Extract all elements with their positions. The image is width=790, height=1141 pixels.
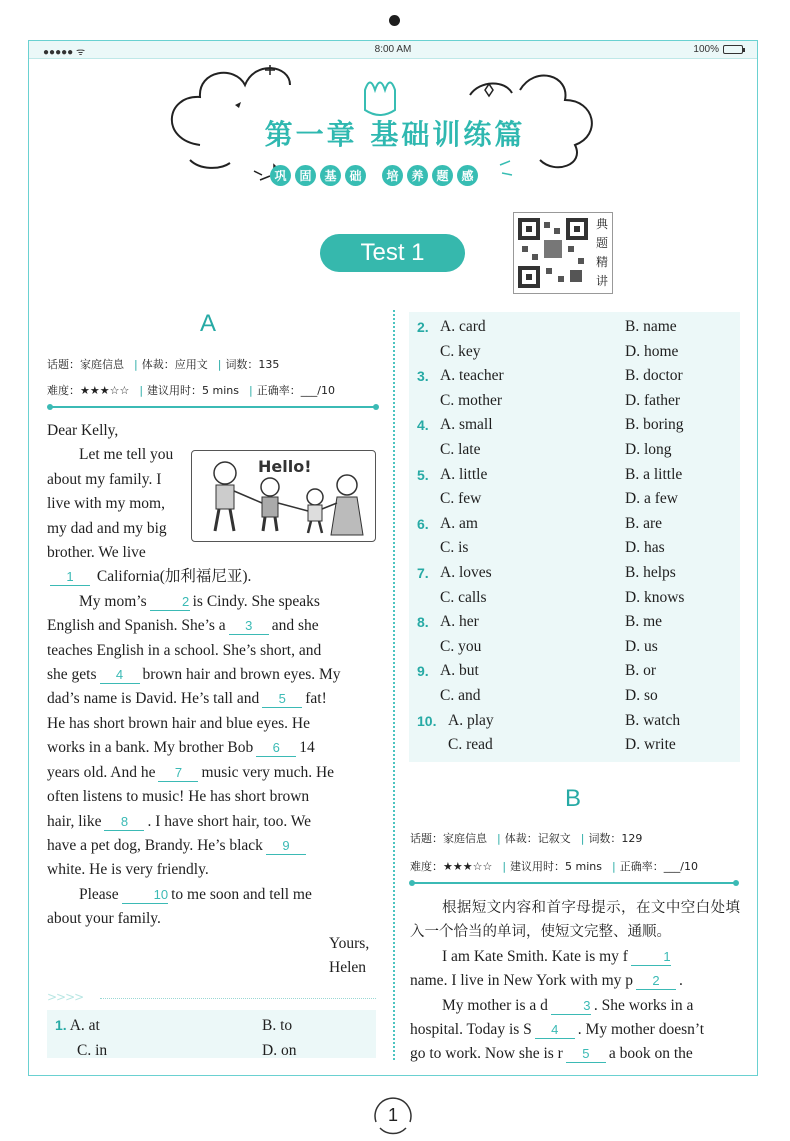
- option-5b[interactable]: B. a little: [625, 465, 683, 483]
- question-8-number: 8.: [417, 614, 429, 631]
- battery-percent: 100%: [693, 44, 719, 55]
- option-9a[interactable]: A. but: [440, 662, 479, 680]
- column-divider: [393, 310, 395, 1060]
- blank-3: 3: [229, 618, 269, 635]
- section-b-letter: B: [565, 785, 582, 812]
- option-9d[interactable]: D. so: [625, 687, 658, 704]
- slogan-char: 巩: [270, 165, 291, 186]
- option-5c[interactable]: C. few: [440, 490, 482, 508]
- page-number: 1: [387, 1105, 398, 1125]
- chapter-slogan: [270, 165, 478, 186]
- option-8b[interactable]: B. me: [625, 613, 663, 631]
- option-7a[interactable]: A. loves: [440, 564, 492, 581]
- option-1a[interactable]: A. at: [69, 1017, 100, 1034]
- blank-8: 8: [104, 814, 144, 831]
- blank-2: 2: [150, 594, 190, 611]
- qr-code-box[interactable]: [513, 212, 613, 294]
- option-1b[interactable]: B. to: [262, 1017, 293, 1034]
- option-9b[interactable]: B. or: [625, 662, 656, 680]
- option-1c[interactable]: C. in: [77, 1042, 108, 1059]
- battery-icon: [723, 45, 743, 54]
- blank-b4: 4: [535, 1022, 575, 1039]
- signal-icon: ●●●●● ᯤ: [43, 47, 86, 58]
- blank-1: 1: [50, 569, 90, 586]
- option-4c[interactable]: C. late: [440, 441, 481, 458]
- question-5-number: 5.: [417, 466, 429, 483]
- arrow-decoration-icon: >>>>: [47, 990, 84, 1004]
- blank-7: 7: [158, 765, 198, 782]
- slogan-char: 题: [432, 165, 453, 186]
- option-8a[interactable]: A. her: [440, 613, 479, 631]
- divider: [100, 998, 376, 999]
- section-a-letter: A: [200, 310, 217, 337]
- section-a-meta-row1: 话题：家庭信息 | 体裁：应用文 | 词数：135: [47, 358, 280, 371]
- option-5a[interactable]: A. little: [440, 465, 488, 483]
- question-6-number: 6.: [417, 515, 429, 532]
- option-6a[interactable]: A. am: [440, 514, 478, 532]
- blank-10: 10: [122, 887, 168, 904]
- section-a-meta-row2: 难度：★★★☆☆ | 建议用时：5 mins | 正确率：___/10: [47, 384, 335, 397]
- camera-dot: [389, 15, 400, 26]
- slogan-char: 培: [382, 165, 403, 186]
- blank-b3: 3: [551, 998, 591, 1015]
- option-10c[interactable]: C. read: [448, 736, 493, 754]
- option-4d[interactable]: D. long: [625, 441, 672, 458]
- option-1d[interactable]: D. on: [262, 1042, 297, 1059]
- question-9-number: 9.: [417, 663, 429, 680]
- blank-9: 9: [266, 838, 306, 855]
- option-7d[interactable]: D. knows: [625, 588, 685, 606]
- option-7b[interactable]: B. helps: [625, 564, 676, 581]
- section-a-passage: Dear Kelly, Let me tell you about my family. I live with my mom, my dad and my big brother. We live 1 California(加利福尼亚). My mom’s 2 is Cindy. She speaks English and Spanish. She’s a 3 and she teaches English in a school. She’s short, and she gets 4 brown hair and brown eyes. My dad’s name is David. He’s tall and 5 fat! He has short brown hair and blue eyes. He works in a bank. My brother Bob 6 14 years old. And he 7 music very much. He often listens to music! He has short brown hair, like 8 . I have short hair, too. We have a pet dog, Brandy. He’s black 9 white. He is very friendly. Please 10 to me soon and tell me about your family. Yours, Helen: [47, 419, 377, 980]
- question-7-number: 7.: [417, 565, 429, 581]
- blank-b5: 5: [566, 1046, 606, 1063]
- option-8c[interactable]: C. you: [440, 637, 482, 655]
- option-3c[interactable]: C. mother: [440, 391, 502, 409]
- option-2b[interactable]: B. name: [625, 318, 677, 335]
- test-label: Test 1: [320, 234, 465, 272]
- question-1-row1: 1. A. at: [55, 1017, 100, 1034]
- blank-4: 4: [100, 667, 140, 684]
- slogan-char: 养: [407, 165, 428, 186]
- section-b-meta-row1: 话题：家庭信息 | 体裁：记叙文 | 词数：129: [410, 832, 643, 845]
- option-3a[interactable]: A. teacher: [440, 367, 504, 385]
- blank-6: 6: [256, 740, 296, 757]
- hello-label: Hello!: [258, 457, 312, 476]
- option-6b[interactable]: B. are: [625, 514, 663, 532]
- option-6c[interactable]: C. is: [440, 539, 469, 557]
- page-number-badge: [370, 1092, 416, 1138]
- clock: 8:00 AM: [374, 44, 412, 55]
- option-3b[interactable]: B. doctor: [625, 367, 683, 385]
- option-2a[interactable]: A. card: [440, 318, 486, 335]
- chapter-title: 第一章 基础训练篇: [264, 118, 526, 151]
- option-6d[interactable]: D. has: [625, 539, 665, 557]
- section-b-passage: 根据短文内容和首字母提示，在文中空白处填入一个恰当的单词，使短文完整、通顺。 I am Kate Smith. Kate is my f 1 name. I live in New York with my p 2 . My mother is a d 3 . She works in a hospital. Today is S 4 . My mother doesn’t go to work. Now she is r 5 a book on the: [410, 896, 740, 1067]
- option-9c[interactable]: C. and: [440, 687, 481, 704]
- option-5d[interactable]: D. a few: [625, 490, 678, 508]
- blank-b2: 2: [636, 973, 676, 990]
- section-b-rule: [412, 882, 736, 884]
- section-b-meta-row2: 难度：★★★☆☆ | 建议用时：5 mins | 正确率：___/10: [410, 860, 698, 873]
- section-b-instructions: 根据短文内容和首字母提示，在文中空白处填入一个恰当的单词，使短文完整、通顺。: [410, 900, 740, 941]
- option-2d[interactable]: D. home: [625, 342, 679, 360]
- question-3-number: 3.: [417, 368, 429, 385]
- blank-5: 5: [262, 691, 302, 708]
- question-4-number: 4.: [417, 417, 429, 434]
- qr-label: 典 题 精 讲: [595, 217, 608, 288]
- section-a-rule: [50, 406, 376, 408]
- option-7c[interactable]: C. calls: [440, 588, 487, 606]
- option-10a[interactable]: A. play: [448, 711, 494, 729]
- question-10-number: 10.: [417, 712, 437, 729]
- option-4a[interactable]: A. small: [440, 416, 493, 434]
- question-2-number: 2.: [417, 319, 429, 335]
- slogan-char: 基: [320, 165, 341, 186]
- slogan-char: 固: [295, 165, 316, 186]
- option-8d[interactable]: D. us: [625, 637, 658, 655]
- option-10d[interactable]: D. write: [625, 736, 676, 754]
- letter-greeting: Dear Kelly,: [47, 422, 119, 439]
- blank-b1: 1: [631, 949, 671, 966]
- option-10b[interactable]: B. watch: [625, 711, 681, 729]
- option-3d[interactable]: D. father: [625, 391, 681, 409]
- option-2c[interactable]: C. key: [440, 342, 481, 360]
- slogan-char: 感: [457, 165, 478, 186]
- battery-status: [693, 44, 743, 55]
- qr-code-icon[interactable]: [514, 213, 592, 293]
- slogan-char: 础: [345, 165, 366, 186]
- option-4b[interactable]: B. boring: [625, 416, 684, 434]
